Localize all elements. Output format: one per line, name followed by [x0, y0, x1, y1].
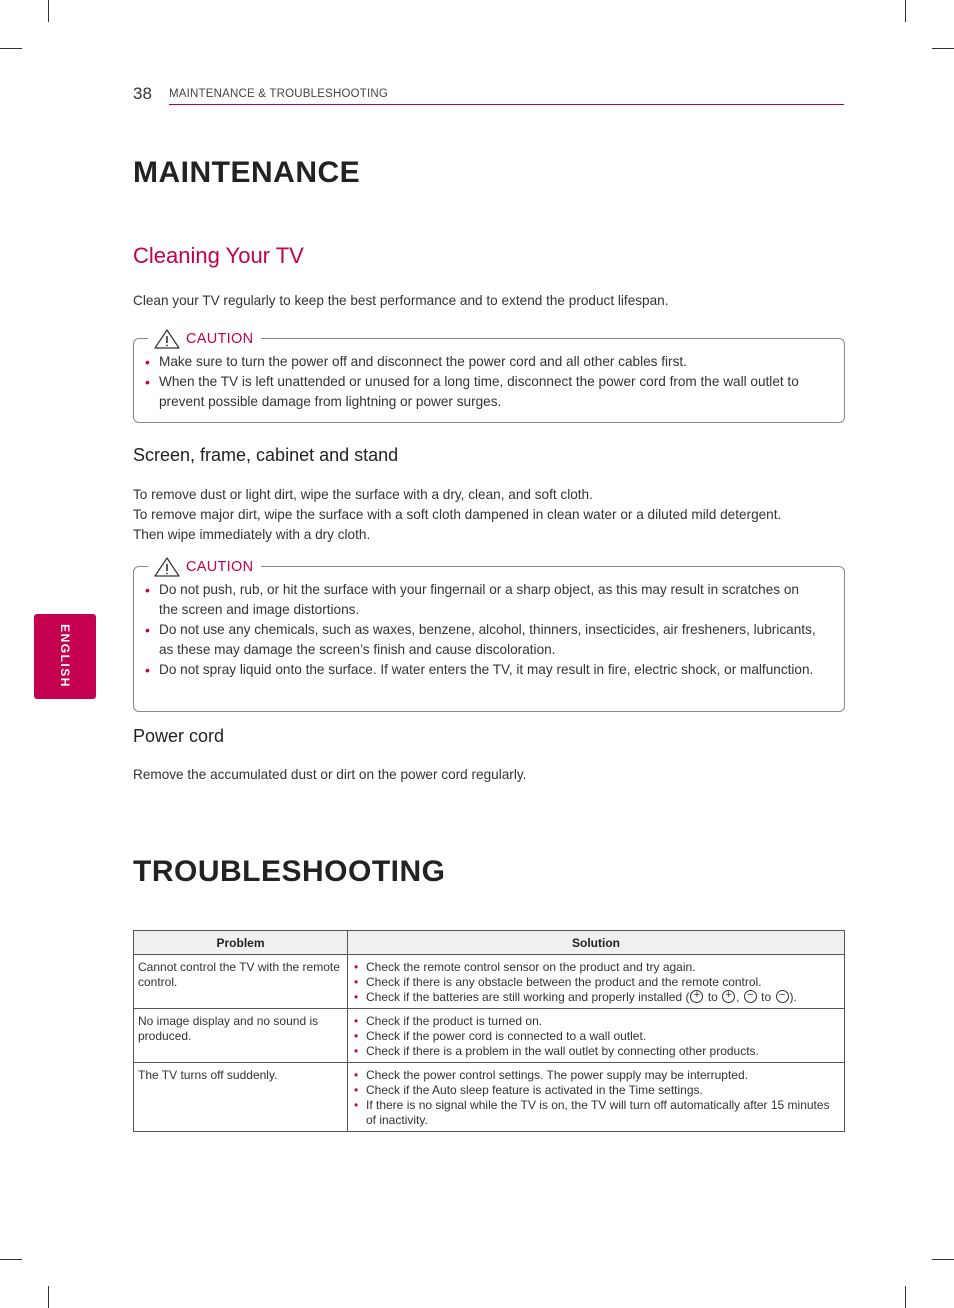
header-section-title: MAINTENANCE & TROUBLESHOOTING [169, 88, 389, 100]
power-cord-title: Power cord [133, 726, 225, 746]
warning-triangle-icon [154, 557, 180, 577]
solution-item: • Check if there is any obstacle between the product and the remote control. [354, 975, 838, 990]
power-cord-text: Remove the accumulated dust or dirt on the power cord regularly. [133, 767, 527, 782]
battery-plus-icon [722, 990, 735, 1003]
caution-item: • Do not use any chemicals, such as waxes, benzene, alcohol, thinners, insecticides, air fresheners, lubricants, as these may damage the screen’s finish and cause discoloration. [145, 620, 820, 660]
crop-mark [0, 1259, 22, 1260]
crop-mark [932, 48, 954, 49]
language-tab-label: ENGLISH [58, 624, 72, 688]
page-number: 38 [133, 84, 152, 103]
column-header-solution: Solution [348, 931, 845, 955]
caution-item: • Do not spray liquid onto the surface. If water enters the TV, it may result in fire, electric shock, or malfunction. [145, 660, 820, 680]
solution-cell [348, 1009, 845, 1063]
warning-triangle-icon [154, 329, 180, 349]
caution-header [148, 556, 261, 578]
caution-label: CAUTION [186, 559, 254, 575]
screen-paragraph-1: To remove dust or light dirt, wipe the surface with a dry, clean, and soft cloth. [133, 487, 593, 502]
page-header [133, 84, 844, 105]
solution-list [354, 960, 838, 1005]
screen-section-title: Screen, frame, cabinet and stand [133, 445, 399, 465]
battery-text-to: to [757, 990, 775, 1004]
table-row [134, 1063, 845, 1132]
battery-minus-icon [776, 990, 789, 1003]
crop-mark [932, 1259, 954, 1260]
solution-item [354, 990, 838, 1005]
battery-text-to: to [704, 990, 722, 1004]
problem-cell: Cannot control the TV with the remote control. [134, 955, 348, 1009]
caution-item: • Do not push, rub, or hit the surface with your fingernail or a sharp object, as this may result in scratches on the screen and image distortions. [145, 580, 820, 620]
troubleshooting-title: TROUBLESHOOTING [133, 855, 446, 888]
column-header-problem: Problem [134, 931, 348, 955]
header-rule [169, 104, 844, 105]
battery-plus-icon [690, 990, 703, 1003]
battery-text-separator: , [736, 990, 743, 1004]
solution-item: • Check if the Auto sleep feature is activated in the Time settings. [354, 1083, 838, 1098]
crop-mark [48, 0, 49, 22]
caution-box [133, 331, 845, 423]
caution-item: • When the TV is left unattended or unused for a long time, disconnect the power cord from the wall outlet to prevent possible damage from lightning or power surges. [145, 372, 832, 412]
solution-item: • Check if the power cord is connected to a wall outlet. [354, 1029, 838, 1044]
troubleshooting-table [133, 930, 845, 1132]
solution-item: • If there is no signal while the TV is on, the TV will turn off automatically after 15 minutes of inactivity. [354, 1098, 838, 1128]
battery-minus-icon [744, 990, 757, 1003]
screen-paragraph-2: To remove major dirt, wipe the surface with a soft cloth dampened in clean water or a diluted mild detergent. Then wipe immediately with a dry cloth. [133, 507, 782, 542]
problem-cell: No image display and no sound is produced. [134, 1009, 348, 1063]
crop-mark [905, 0, 906, 22]
maintenance-title: MAINTENANCE [133, 156, 361, 189]
solution-list [354, 1014, 838, 1059]
solution-cell [348, 955, 845, 1009]
caution-header [148, 328, 261, 350]
cleaning-intro: Clean your TV regularly to keep the best performance and to extend the product lifespan. [133, 293, 669, 308]
solution-item: • Check the remote control sensor on the product and try again. [354, 960, 838, 975]
caution-list [145, 580, 820, 680]
battery-text-prefix: Check if the batteries are still working and properly installed ( [366, 990, 690, 1004]
crop-mark [0, 48, 22, 49]
battery-text-suffix: ). [789, 990, 797, 1004]
crop-mark [48, 1286, 49, 1308]
caution-box [133, 559, 845, 712]
solution-item: • Check if there is a problem in the wall outlet by connecting other products. [354, 1044, 838, 1059]
cleaning-title: Cleaning Your TV [133, 243, 304, 268]
solution-item: • Check the power control settings. The power supply may be interrupted. [354, 1068, 838, 1083]
language-tab [34, 614, 96, 699]
caution-label: CAUTION [186, 331, 254, 347]
caution-item: • Make sure to turn the power off and disconnect the power cord and all other cables first. [145, 352, 832, 372]
table-header-row [134, 931, 845, 955]
table-row [134, 955, 845, 1009]
crop-mark [905, 1286, 906, 1308]
solution-item: • Check if the product is turned on. [354, 1014, 838, 1029]
caution-list [145, 352, 832, 412]
problem-cell: The TV turns off suddenly. [134, 1063, 348, 1132]
table-row [134, 1009, 845, 1063]
solution-list [354, 1068, 838, 1128]
solution-cell [348, 1063, 845, 1132]
